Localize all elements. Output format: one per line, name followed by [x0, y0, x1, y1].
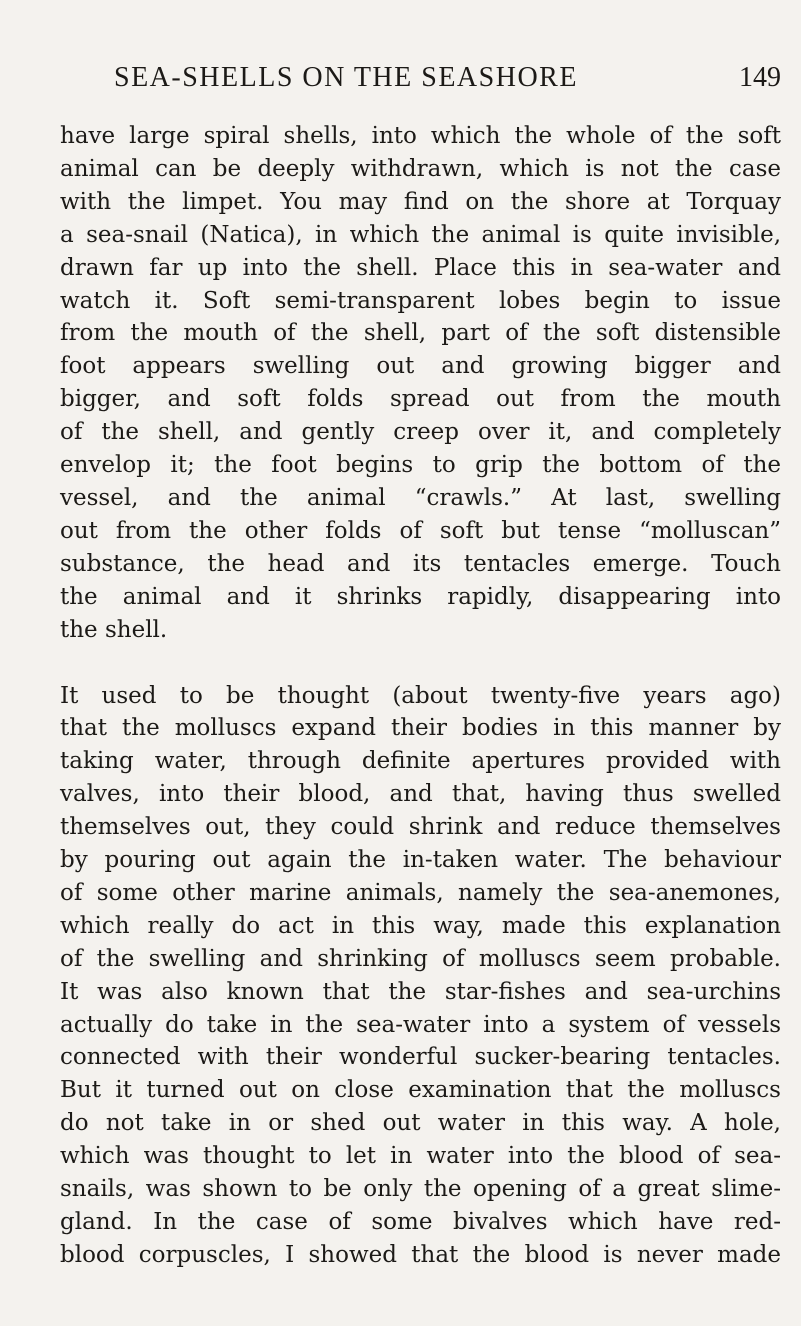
text-line: substance, the head and its tentacles emerge. Touch — [60, 550, 781, 577]
text-line: connected with their wonderful sucker-bearing tentacles. — [60, 1044, 781, 1071]
text-line: blood corpuscles, I showed that the blood is never made — [60, 1241, 781, 1268]
text-line: that the molluscs expand their bodies in this manner by — [60, 715, 781, 742]
running-header — [60, 62, 781, 94]
text-line: bigger, and soft folds spread out from the mouth — [60, 386, 781, 413]
text-line: themselves out, they could shrink and reduce themselves — [60, 814, 781, 841]
text-line: vessel, and the animal “crawls.” At last, swelling — [60, 484, 781, 511]
text-line: the animal and it shrinks rapidly, disappearing into — [60, 583, 781, 610]
text-line: from the mouth of the shell, part of the soft distensible — [60, 320, 781, 347]
paragraph-2 — [60, 680, 781, 1272]
page-number: 149 — [739, 62, 781, 93]
text-line: It used to be thought (about twenty-five years ago) — [60, 682, 781, 709]
text-line: foot appears swelling out and growing bigger and — [60, 353, 781, 380]
paragraph-1 — [60, 120, 781, 647]
text-line: which was thought to let in water into the blood of sea- — [60, 1143, 781, 1170]
text-line: do not take in or shed out water in this way. A hole, — [60, 1110, 781, 1137]
text-line: of the swelling and shrinking of molluscs seem probable. — [60, 945, 781, 972]
text-line: with the limpet. You may find on the shore at Torquay — [60, 188, 781, 215]
text-line: taking water, through definite apertures provided with — [60, 748, 781, 775]
text-line: a sea-snail (Natica), in which the animal is quite invisible, — [60, 221, 781, 248]
text-line: envelop it; the foot begins to grip the bottom of the — [60, 452, 781, 479]
text-line: It was also known that the star-fishes and sea-urchins — [60, 978, 781, 1005]
text-line: by pouring out again the in-taken water. The behaviour — [60, 847, 781, 874]
text-line: have large spiral shells, into which the whole of the soft — [60, 123, 781, 149]
running-title: SEA-SHELLS ON THE SEASHORE — [114, 62, 578, 93]
text-line: the shell. — [60, 616, 168, 643]
text-line: which really do act in this way, made this explanation — [60, 912, 781, 939]
text-line: animal can be deeply withdrawn, which is not the case — [60, 155, 781, 182]
text-line: out from the other folds of soft but tense “molluscan” — [60, 517, 781, 544]
text-line: drawn far up into the shell. Place this in sea-water and — [60, 254, 781, 281]
text-line: of the shell, and gently creep over it, and completely — [60, 419, 781, 446]
body-text — [60, 120, 781, 1272]
text-line: But it turned out on close examination that the molluscs — [60, 1077, 781, 1104]
text-line: watch it. Soft semi-transparent lobes begin to issue — [60, 287, 781, 314]
text-line: of some other marine animals, namely the sea-anemones, — [60, 879, 781, 906]
text-line: valves, into their blood, and that, having thus swelled — [60, 781, 781, 808]
text-line: actually do take in the sea-water into a system of vessels — [60, 1011, 781, 1038]
text-line: snails, was shown to be only the opening of a great slime- — [60, 1176, 781, 1203]
text-line: gland. In the case of some bivalves which have red- — [60, 1209, 781, 1235]
